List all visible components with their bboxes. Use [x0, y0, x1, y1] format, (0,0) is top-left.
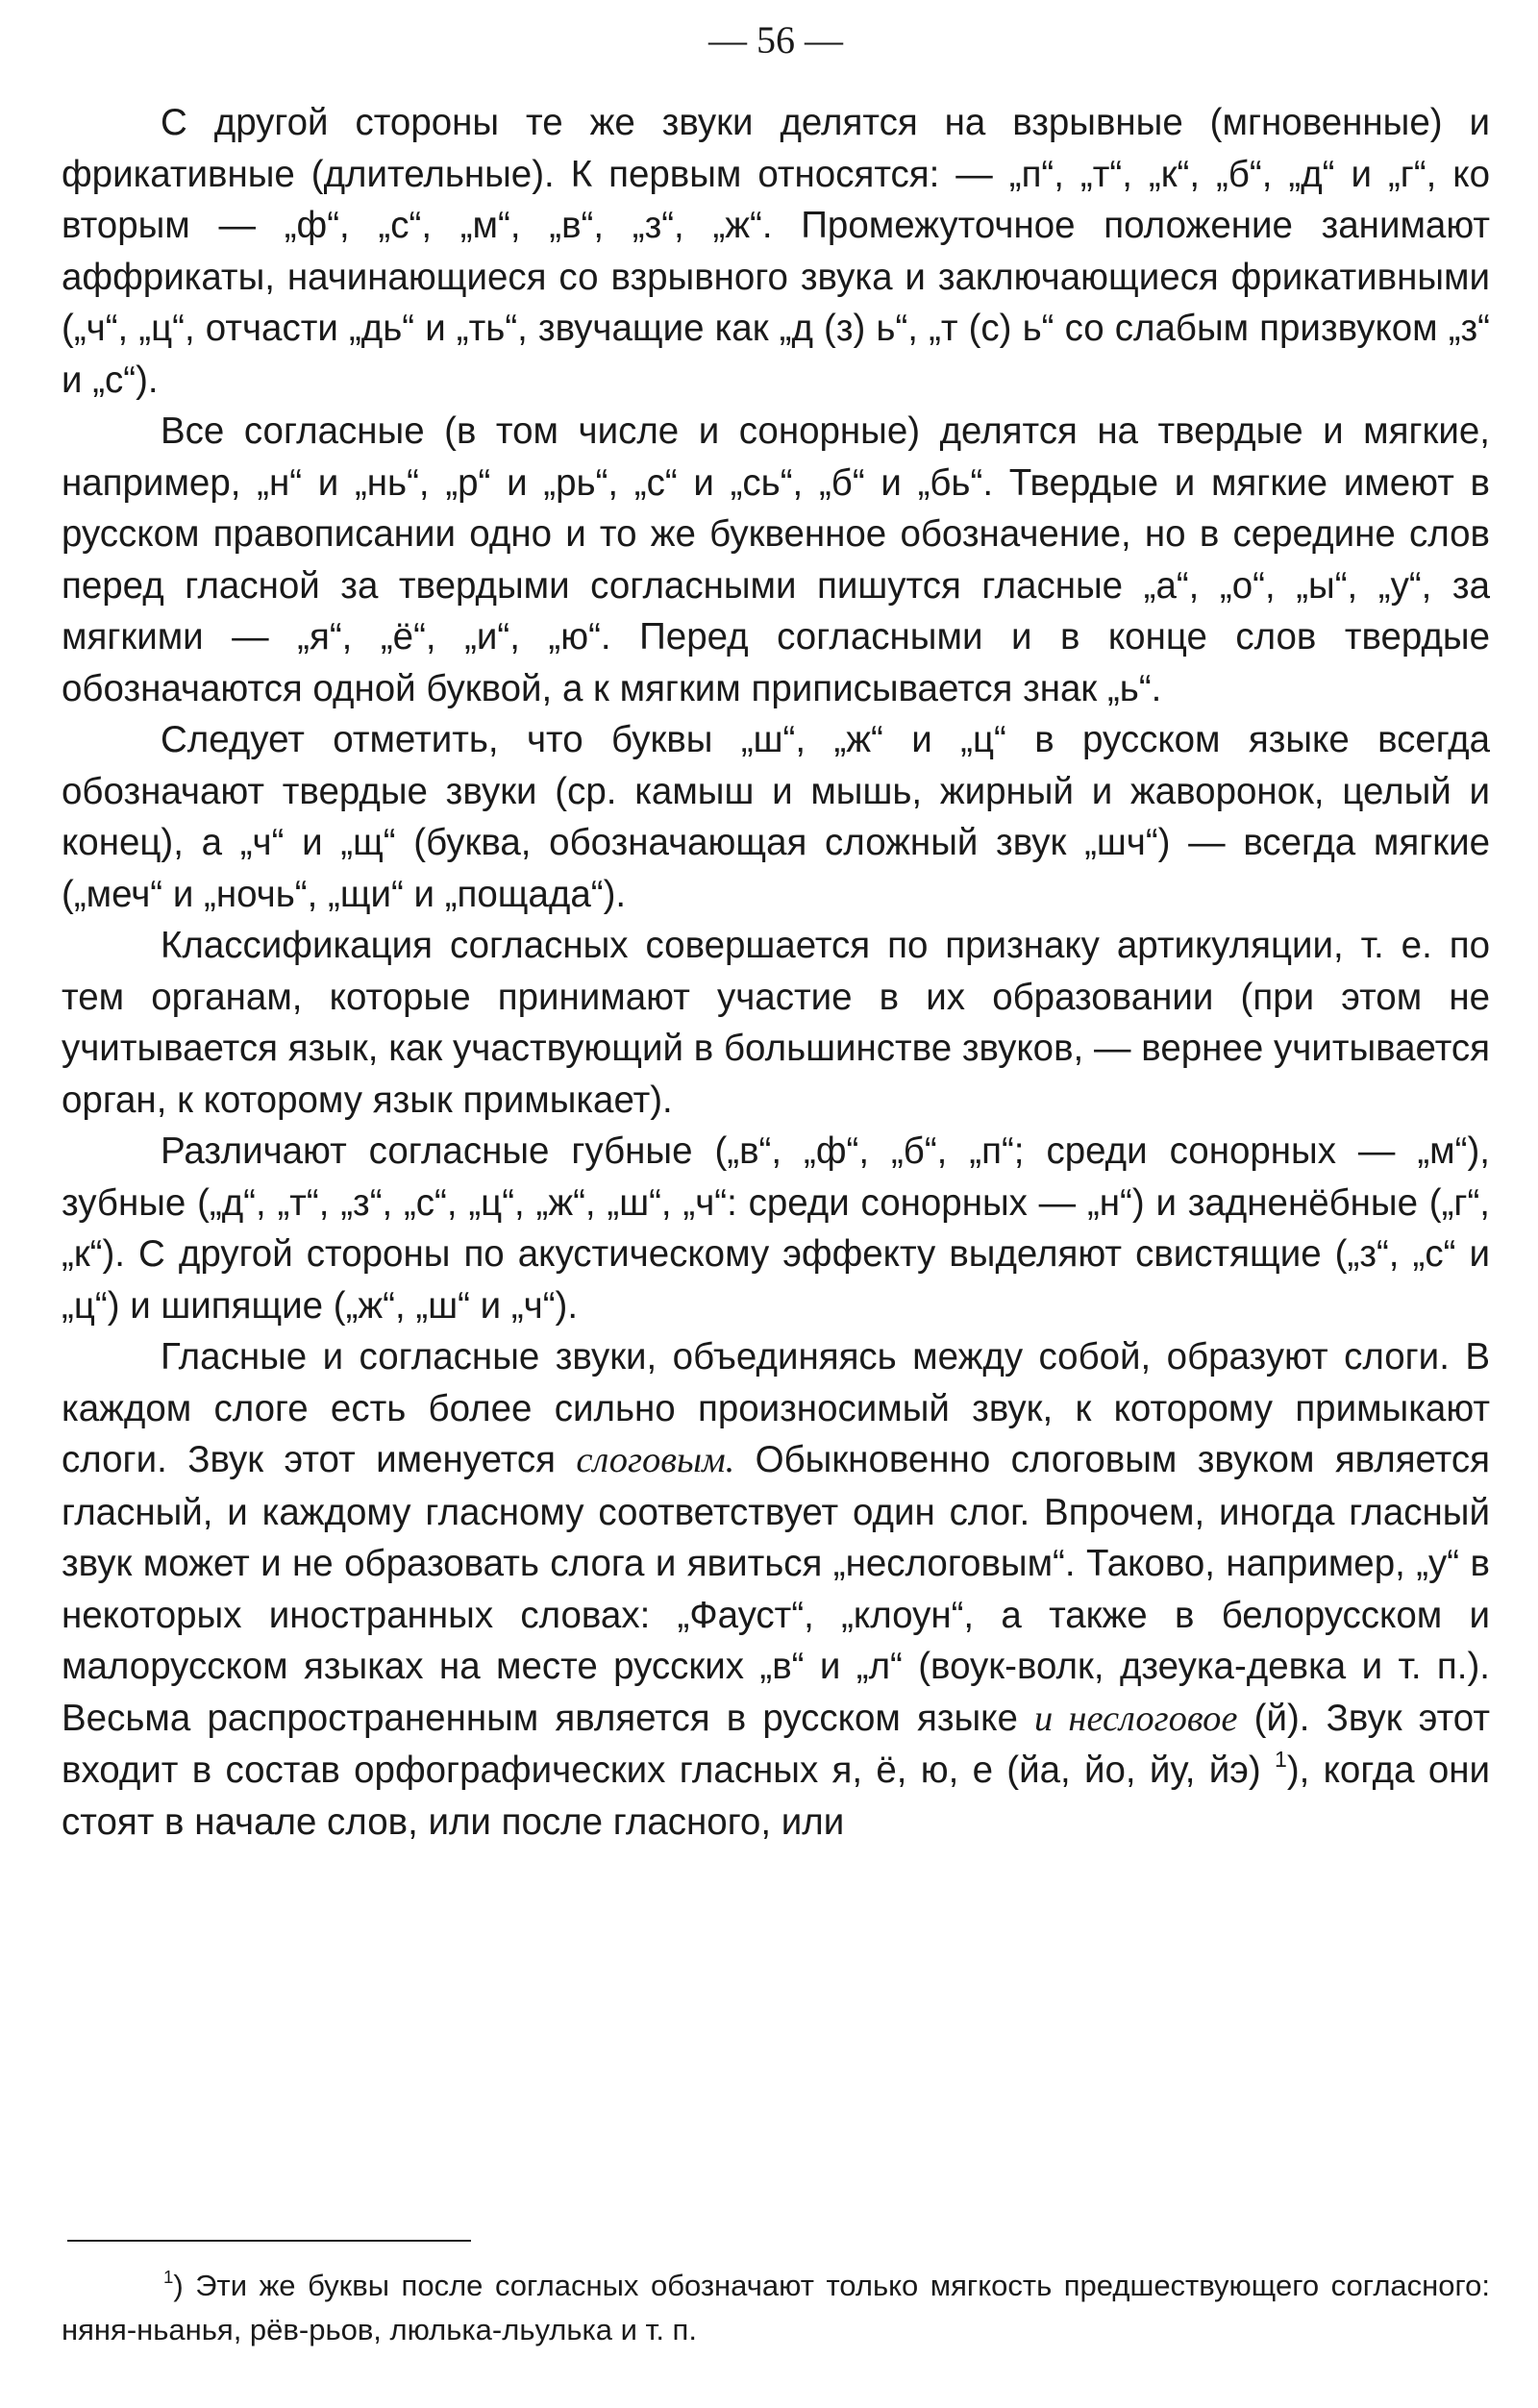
footnote-marker: 1: [163, 2266, 174, 2287]
paragraph-hard-soft: Все согласные (в том числе и сонорные) делятся на твердые и мягкие, например, „н“ и „нь“, „р“ и „рь“, „с“ и „сь“, „б“ и „бь“. Твердые и мягкие имеют в русском правописании одно и то же буквенное обозначение, но в середине слов перед гласной за твердыми согласными пишутся гласные „а“, „о“, „ы“, „у“, за мягкими — „я“, „ё“, „и“, „ю“. Перед согласными и в конце слов твердые обозначаются одной буквой, а к мягким приписывается знак „ь“.: [62, 410, 1490, 709]
syllables-text-b: Обыкновенно слоговым звуком является гласный, и каждому гласному соответствует один слог. Впрочем, иногда гласный звук может и не образовать слога и явиться „неслоговым“. Таково, например, „у“ в некоторых иностранных словах: „Фауст“, „клоун“, а также в белорусском и малорусском языках на месте русских „в“ и „л“ (воук-волк, дзеука-девка и т. п.). Весьма распространенным является в русском языке: [62, 1439, 1490, 1739]
document-page: [62, 0, 1490, 2408]
paragraph-explosive-fricative: С другой стороны те же звуки делятся на взрывные (мгновенные) и фрикативные (длительные). К первым относятся: — „п“, „т“, „к“, „б“, „д“ и „г“, ко вторым — „ф“, „с“, „м“, „в“, „з“, „ж“. Промежуточное положение занимают аффрикаты, начинающиеся со взрывного звука и заключающиеся фрикативными („ч“, „ц“, отчасти „дь“ и „ть“, звучащие как „д (з) ь“, „т (с) ь“ со слабым призвуком „з“ и „с“).: [62, 102, 1490, 401]
syllables-text-c: (й). Звук этот входит в состав орфографических гласных я, ё, ю, е (йа, йо, йу, йэ): [62, 1697, 1490, 1791]
paragraph-syllables: [62, 1331, 1490, 1848]
syllables-text-a: Гласные и согласные звуки, объединяясь между собой, образуют слоги. В каждом слоге есть более сильно произносимый звук, к которому примыкают слоги. Звук этот именуется: [62, 1336, 1490, 1480]
footnote-text: ) Эти же буквы после согласных обозначают только мягкость предшествующего согласного: няня-ньанья, рёв-рьов, люлька-льулька и т. п.: [62, 2269, 1490, 2346]
paragraph-articulation: Классификация согласных совершается по признаку артикуляции, т. е. по тем органам, которые принимают участие в их образовании (при этом не учитывается язык, как участвующий в большинстве звуков, — вернее учитывается орган, к которому язык примыкает).: [62, 925, 1490, 1121]
term-syllabic: слоговым.: [576, 1440, 735, 1480]
footnote: [62, 2264, 1490, 2352]
term-non-syllabic-i: и неслоговое: [1034, 1698, 1238, 1739]
paragraph-always-hard-soft: Следует отметить, что буквы „ш“, „ж“ и „ц“ в русском языке всегда обозначают твердые звуки (ср. камыш и мышь, жирный и жаворонок, целый и конец), а „ч“ и „щ“ (буква, обозначающая сложный звук „шч“) — всегда мягкие („меч“ и „ночь“, „щи“ и „пощада“).: [62, 719, 1490, 915]
page-number: — 56 —: [708, 18, 843, 62]
footnote-divider: [67, 2240, 471, 2242]
paragraph-labial-dental: Различают согласные губные („в“, „ф“, „б“, „п“; среди сонорных — „м“), зубные („д“, „т“, „з“, „с“, „ц“, „ж“, „ш“, „ч“: среди сонорных — „н“) и задненёбные („г“, „к“). С другой стороны по акустическому эффекту выделяют свистящие („з“, „с“ и „ц“) и шипящие („ж“, „ш“ и „ч“).: [62, 1130, 1490, 1327]
syllables-text-d: ), когда они стоят в начале слов, или после гласного, или: [62, 1750, 1490, 1843]
main-text: [62, 97, 1490, 1848]
footnote-reference: 1: [1275, 1746, 1287, 1772]
